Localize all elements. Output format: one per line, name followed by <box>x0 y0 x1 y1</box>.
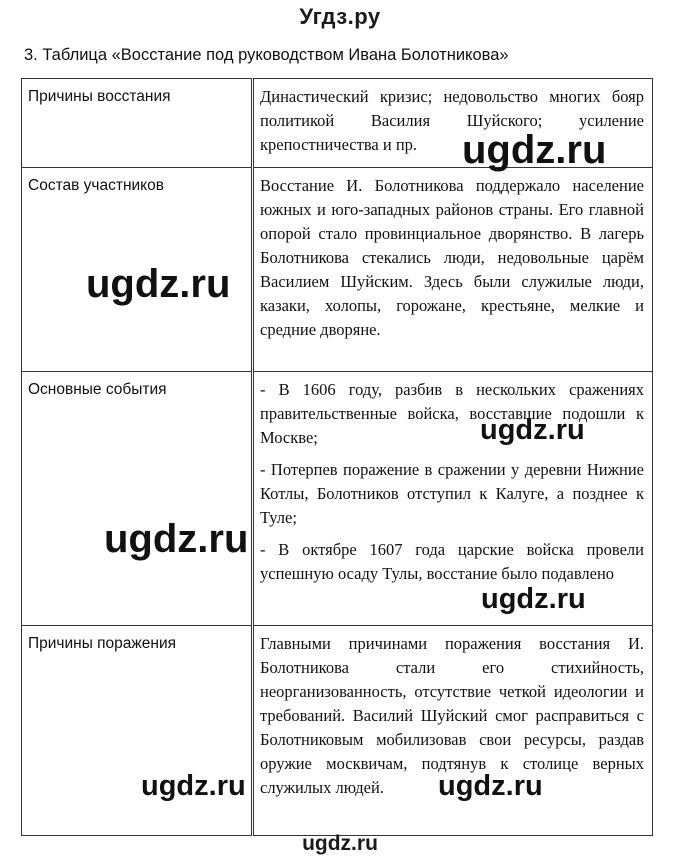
uprising-table <box>21 78 653 836</box>
table-row <box>22 79 653 168</box>
watermark: ugdz.ru <box>480 414 585 446</box>
watermark: ugdz.ru <box>86 262 231 306</box>
watermark: ugdz.ru <box>481 583 586 615</box>
row-content <box>253 168 653 372</box>
site-title: Угдз.ру <box>299 4 381 29</box>
table-row <box>22 372 653 626</box>
row-paragraph: - Потерпев поражение в сражении у деревни Нижние Котлы, Болотников отступил к Калуге, а позднее к Туле; <box>260 460 644 527</box>
row-label: Состав участников <box>22 168 253 372</box>
row-content <box>253 372 653 626</box>
row-label: Основные события <box>22 372 253 626</box>
table-row <box>22 168 653 372</box>
watermark: ugdz.ru <box>141 770 246 802</box>
task-title: 3. Таблица «Восстание под руководством Ивана Болотникова» <box>24 46 509 64</box>
watermark: ugdz.ru <box>104 517 249 561</box>
site-footer: ugdz.ru <box>302 832 378 855</box>
row-paragraph: Династический кризис; недовольство многих бояр политикой Василия Шуйского; усиление крепостничества и пр. <box>260 87 644 154</box>
watermark: ugdz.ru <box>438 770 543 802</box>
row-content <box>253 626 653 836</box>
row-label: Причины поражения <box>22 626 253 836</box>
row-paragraph: Главными причинами поражения восстания И. Болотникова стали его стихийность, неорганизованность, отсутствие четкой идеологии и требований. Василий Шуйский смог расправиться с Болотниковым мобилизовав свои ресурсы, раздав оружие москвичам, подтянув к столице верных служилых людей. <box>260 634 644 797</box>
row-paragraph: - В октябре 1607 года царские войска провели успешную осаду Тулы, восстание было подавлено <box>260 540 644 583</box>
watermark: ugdz.ru <box>462 128 607 172</box>
row-paragraph: - В 1606 году, разбив в нескольких сражениях правительственные войска, восставшие подошли к Москве; <box>260 380 644 447</box>
row-content <box>253 79 653 168</box>
table-row <box>22 626 653 836</box>
row-label: Причины восстания <box>22 79 253 168</box>
row-paragraph: Восстание И. Болотникова поддержало население южных и юго-западных районов страны. Его главной опорой стало провинциальное дворянство. В лагерь Болотникова стекались люди, недовольные царём Василием Шуйским. Здесь были служилые люди, казаки, холопы, горожане, крестьяне, мелкие и средние дворяне. <box>260 176 644 339</box>
